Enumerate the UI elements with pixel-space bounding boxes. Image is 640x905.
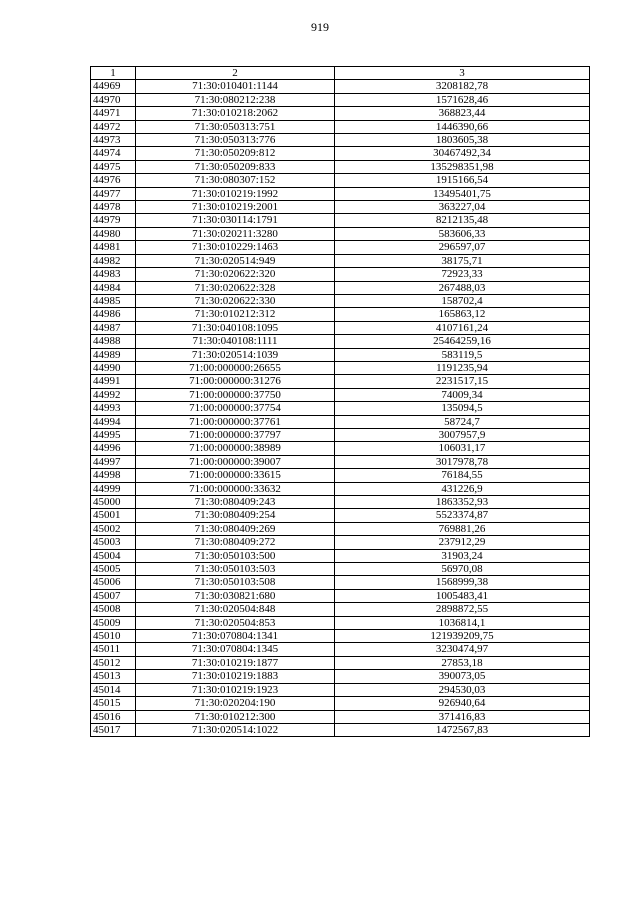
value-cell: 1571628,46 [335, 93, 590, 106]
value-cell: 135094,5 [335, 402, 590, 415]
row-number-cell: 45002 [91, 522, 136, 535]
table-row [91, 361, 590, 374]
row-number-cell: 44985 [91, 294, 136, 307]
cadastral-number-cell: 71:00:000000:37750 [136, 388, 335, 401]
value-cell: 1005483,41 [335, 589, 590, 602]
value-cell: 4107161,24 [335, 321, 590, 334]
row-number-cell: 44976 [91, 174, 136, 187]
row-number-cell: 44994 [91, 415, 136, 428]
table-row [91, 147, 590, 160]
row-number-cell: 45015 [91, 697, 136, 710]
value-cell: 1446390,66 [335, 120, 590, 133]
value-cell: 2231517,15 [335, 375, 590, 388]
cadastral-number-cell: 71:30:020514:949 [136, 254, 335, 267]
cadastral-number-cell: 71:30:010219:1883 [136, 670, 335, 683]
value-cell: 106031,17 [335, 442, 590, 455]
table-row [91, 536, 590, 549]
table-row [91, 321, 590, 334]
cadastral-number-cell: 71:30:010218:2062 [136, 107, 335, 120]
cadastral-number-cell: 71:30:050313:776 [136, 134, 335, 147]
row-number-cell: 44993 [91, 402, 136, 415]
value-cell: 1863352,93 [335, 496, 590, 509]
value-cell: 3017978,78 [335, 455, 590, 468]
table-row [91, 455, 590, 468]
value-cell: 363227,04 [335, 201, 590, 214]
value-cell: 38175,71 [335, 254, 590, 267]
cadastral-number-cell: 71:30:020622:330 [136, 294, 335, 307]
value-cell: 371416,83 [335, 710, 590, 723]
cadastral-number-cell: 71:30:020504:848 [136, 603, 335, 616]
table-row [91, 160, 590, 173]
table-row [91, 509, 590, 522]
value-cell: 76184,55 [335, 469, 590, 482]
value-cell: 769881,26 [335, 522, 590, 535]
table-row [91, 697, 590, 710]
table-row [91, 589, 590, 602]
table-row [91, 241, 590, 254]
cadastral-number-cell: 71:30:020622:328 [136, 281, 335, 294]
cadastral-number-cell: 71:30:020204:190 [136, 697, 335, 710]
cadastral-number-cell: 71:30:030114:1791 [136, 214, 335, 227]
row-number-cell: 45008 [91, 603, 136, 616]
table-row [91, 107, 590, 120]
row-number-cell: 44998 [91, 469, 136, 482]
row-number-cell: 45005 [91, 563, 136, 576]
cadastral-number-cell: 71:30:050103:508 [136, 576, 335, 589]
value-cell: 72923,33 [335, 268, 590, 281]
row-number-cell: 45012 [91, 656, 136, 669]
row-number-cell: 45007 [91, 589, 136, 602]
table-row [91, 482, 590, 495]
value-cell: 237912,29 [335, 536, 590, 549]
value-cell: 13495401,75 [335, 187, 590, 200]
table-row [91, 120, 590, 133]
table-row [91, 522, 590, 535]
cadastral-number-cell: 71:00:000000:39007 [136, 455, 335, 468]
cadastral-number-cell: 71:00:000000:37761 [136, 415, 335, 428]
row-number-cell: 44973 [91, 134, 136, 147]
cadastral-number-cell: 71:30:010219:1877 [136, 656, 335, 669]
cadastral-number-cell: 71:30:080409:269 [136, 522, 335, 535]
cadastral-number-cell: 71:00:000000:37797 [136, 428, 335, 441]
table-row [91, 469, 590, 482]
cadastral-number-cell: 71:00:000000:26655 [136, 361, 335, 374]
table-row [91, 187, 590, 200]
value-cell: 926940,64 [335, 697, 590, 710]
cadastral-number-cell: 71:30:010212:312 [136, 308, 335, 321]
table-row [91, 643, 590, 656]
cadastral-number-cell: 71:30:020622:320 [136, 268, 335, 281]
value-cell: 1036814,1 [335, 616, 590, 629]
table-row [91, 254, 590, 267]
table-row [91, 174, 590, 187]
value-cell: 158702,4 [335, 294, 590, 307]
table-row [91, 402, 590, 415]
row-number-cell: 44983 [91, 268, 136, 281]
value-cell: 5523374,87 [335, 509, 590, 522]
table-row [91, 670, 590, 683]
table-row [91, 656, 590, 669]
cadastral-number-cell: 71:30:080409:243 [136, 496, 335, 509]
row-number-cell: 45013 [91, 670, 136, 683]
cadastral-number-cell: 71:30:010212:300 [136, 710, 335, 723]
value-cell: 1915166,54 [335, 174, 590, 187]
cadastral-number-cell: 71:30:010401:1144 [136, 80, 335, 93]
value-cell: 2898872,55 [335, 603, 590, 616]
cadastral-number-cell: 71:30:050103:503 [136, 563, 335, 576]
value-cell: 1568999,38 [335, 576, 590, 589]
table-row [91, 710, 590, 723]
row-number-cell: 44996 [91, 442, 136, 455]
value-cell: 583606,33 [335, 227, 590, 240]
row-number-cell: 44992 [91, 388, 136, 401]
row-number-cell: 44980 [91, 227, 136, 240]
row-number-cell: 44997 [91, 455, 136, 468]
row-number-cell: 44975 [91, 160, 136, 173]
cadastral-number-cell: 71:30:050103:500 [136, 549, 335, 562]
cadastral-number-cell: 71:00:000000:33615 [136, 469, 335, 482]
table-row [91, 80, 590, 93]
table-row [91, 227, 590, 240]
row-number-cell: 44979 [91, 214, 136, 227]
row-number-cell: 44972 [91, 120, 136, 133]
row-number-cell: 44989 [91, 348, 136, 361]
table-row [91, 576, 590, 589]
value-cell: 27853,18 [335, 656, 590, 669]
row-number-cell: 45014 [91, 683, 136, 696]
register-table [90, 66, 590, 737]
cadastral-number-cell: 71:00:000000:38989 [136, 442, 335, 455]
value-cell: 267488,03 [335, 281, 590, 294]
table-row [91, 268, 590, 281]
cadastral-number-cell: 71:30:020211:3280 [136, 227, 335, 240]
table-row [91, 723, 590, 736]
value-cell: 121939209,75 [335, 630, 590, 643]
value-cell: 3208182,78 [335, 80, 590, 93]
cadastral-number-cell: 71:30:070804:1345 [136, 643, 335, 656]
table-row [91, 496, 590, 509]
table-row [91, 281, 590, 294]
table-row [91, 549, 590, 562]
cadastral-number-cell: 71:30:080409:254 [136, 509, 335, 522]
row-number-cell: 44999 [91, 482, 136, 495]
cadastral-number-cell: 71:00:000000:33632 [136, 482, 335, 495]
row-number-cell: 44995 [91, 428, 136, 441]
cadastral-number-cell: 71:30:050209:833 [136, 160, 335, 173]
value-cell: 431226,9 [335, 482, 590, 495]
table-row [91, 683, 590, 696]
row-number-cell: 45011 [91, 643, 136, 656]
table-row [91, 93, 590, 106]
row-number-cell: 44969 [91, 80, 136, 93]
row-number-cell: 44978 [91, 201, 136, 214]
value-cell: 58724,7 [335, 415, 590, 428]
row-number-cell: 44984 [91, 281, 136, 294]
table-row [91, 563, 590, 576]
row-number-cell: 44971 [91, 107, 136, 120]
row-number-cell: 45004 [91, 549, 136, 562]
row-number-cell: 45001 [91, 509, 136, 522]
table-row [91, 134, 590, 147]
cadastral-number-cell: 71:30:050209:812 [136, 147, 335, 160]
row-number-cell: 44986 [91, 308, 136, 321]
cadastral-number-cell: 71:30:030821:680 [136, 589, 335, 602]
table-row [91, 616, 590, 629]
value-cell: 8212135,48 [335, 214, 590, 227]
value-cell: 368823,44 [335, 107, 590, 120]
value-cell: 3007957,9 [335, 428, 590, 441]
table-row [91, 294, 590, 307]
value-cell: 296597,07 [335, 241, 590, 254]
cadastral-number-cell: 71:30:040108:1095 [136, 321, 335, 334]
value-cell: 135298351,98 [335, 160, 590, 173]
column-header-3: 3 [335, 67, 590, 80]
cadastral-number-cell: 71:30:080409:272 [136, 536, 335, 549]
cadastral-number-cell: 71:00:000000:37754 [136, 402, 335, 415]
value-cell: 56970,08 [335, 563, 590, 576]
value-cell: 74009,34 [335, 388, 590, 401]
cadastral-number-cell: 71:30:070804:1341 [136, 630, 335, 643]
row-number-cell: 44991 [91, 375, 136, 388]
row-number-cell: 45016 [91, 710, 136, 723]
table-row [91, 630, 590, 643]
cadastral-number-cell: 71:30:040108:1111 [136, 335, 335, 348]
table-row [91, 348, 590, 361]
value-cell: 25464259,16 [335, 335, 590, 348]
cadastral-number-cell: 71:30:020514:1039 [136, 348, 335, 361]
value-cell: 1803605,38 [335, 134, 590, 147]
value-cell: 1191235,94 [335, 361, 590, 374]
row-number-cell: 45009 [91, 616, 136, 629]
row-number-cell: 44990 [91, 361, 136, 374]
cadastral-number-cell: 71:30:020514:1022 [136, 723, 335, 736]
table-row [91, 415, 590, 428]
value-cell: 583119,5 [335, 348, 590, 361]
table-row [91, 388, 590, 401]
value-cell: 3230474,97 [335, 643, 590, 656]
table-header-row [91, 67, 590, 80]
table-row [91, 375, 590, 388]
row-number-cell: 45000 [91, 496, 136, 509]
row-number-cell: 44977 [91, 187, 136, 200]
row-number-cell: 45006 [91, 576, 136, 589]
column-header-1: 1 [91, 67, 136, 80]
value-cell: 1472567,83 [335, 723, 590, 736]
cadastral-number-cell: 71:30:080212:238 [136, 93, 335, 106]
value-cell: 165863,12 [335, 308, 590, 321]
value-cell: 30467492,34 [335, 147, 590, 160]
cadastral-number-cell: 71:00:000000:31276 [136, 375, 335, 388]
table-row [91, 603, 590, 616]
table-row [91, 214, 590, 227]
cadastral-number-cell: 71:30:050313:751 [136, 120, 335, 133]
value-cell: 294530,03 [335, 683, 590, 696]
table-body [91, 80, 590, 737]
row-number-cell: 44987 [91, 321, 136, 334]
cadastral-number-cell: 71:30:010219:1992 [136, 187, 335, 200]
value-cell: 31903,24 [335, 549, 590, 562]
cadastral-number-cell: 71:30:010229:1463 [136, 241, 335, 254]
page-number: 919 [311, 20, 329, 34]
cadastral-number-cell: 71:30:010219:2001 [136, 201, 335, 214]
cadastral-number-cell: 71:30:020504:853 [136, 616, 335, 629]
row-number-cell: 44970 [91, 93, 136, 106]
value-cell: 390073,05 [335, 670, 590, 683]
row-number-cell: 44982 [91, 254, 136, 267]
table-row [91, 442, 590, 455]
cadastral-number-cell: 71:30:080307:152 [136, 174, 335, 187]
cadastral-number-cell: 71:30:010219:1923 [136, 683, 335, 696]
table-row [91, 428, 590, 441]
column-header-2: 2 [136, 67, 335, 80]
row-number-cell: 45010 [91, 630, 136, 643]
table-row [91, 308, 590, 321]
row-number-cell: 45017 [91, 723, 136, 736]
table-row [91, 335, 590, 348]
table-row [91, 201, 590, 214]
row-number-cell: 44981 [91, 241, 136, 254]
row-number-cell: 44974 [91, 147, 136, 160]
row-number-cell: 45003 [91, 536, 136, 549]
row-number-cell: 44988 [91, 335, 136, 348]
